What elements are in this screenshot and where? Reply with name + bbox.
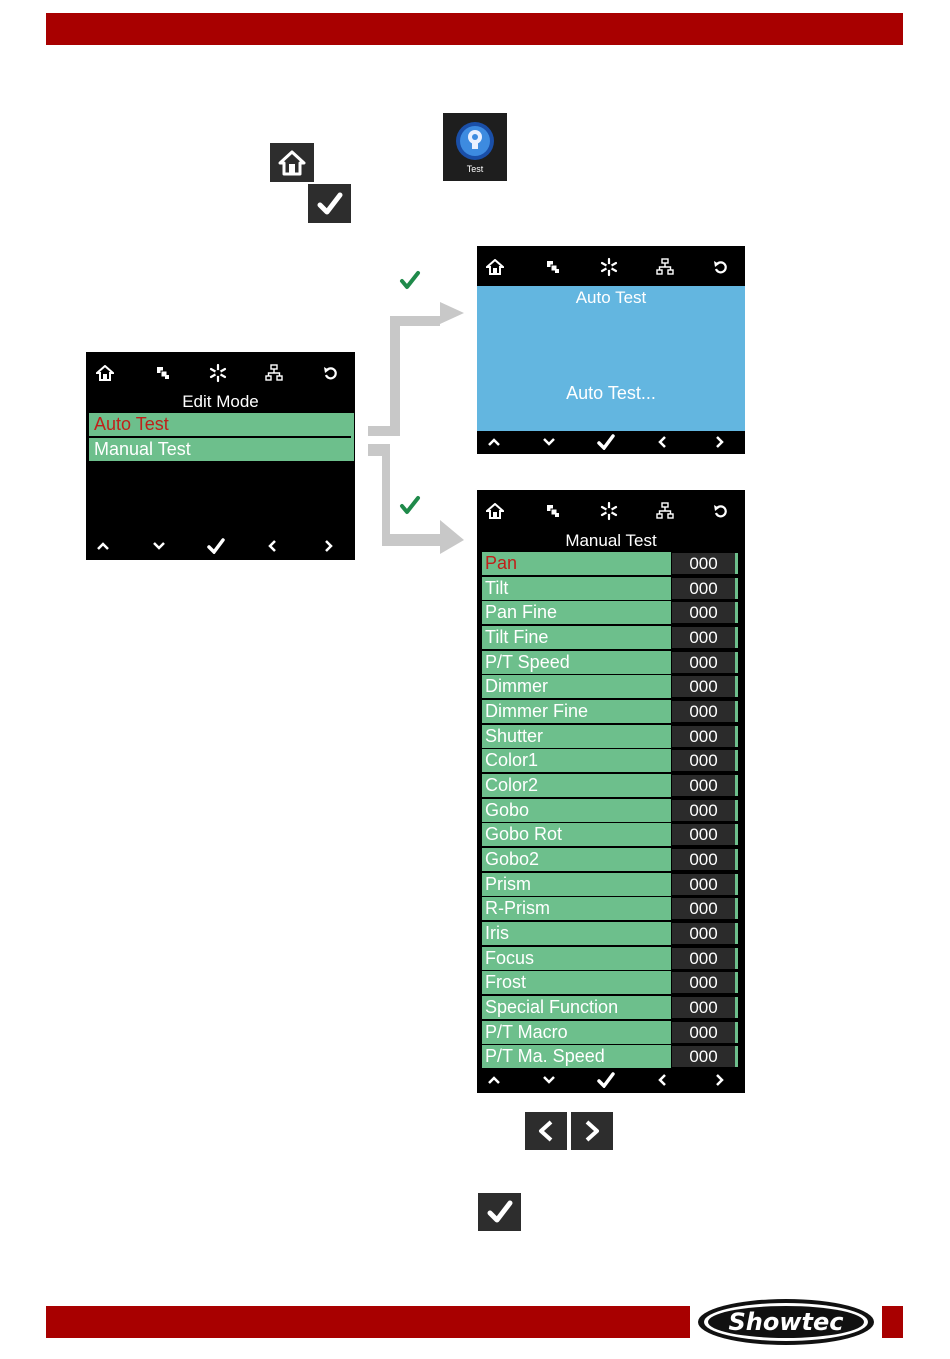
- auto-test-status: Auto Test...: [566, 383, 656, 403]
- edit-mode-screen: [86, 352, 355, 560]
- down-icon[interactable]: [537, 1068, 561, 1092]
- scrollbar[interactable]: [351, 413, 354, 461]
- channel-name: Frost: [482, 971, 671, 994]
- channel-value[interactable]: 000: [672, 652, 738, 673]
- check-icon[interactable]: [594, 430, 618, 454]
- footer-bar: [46, 1306, 690, 1338]
- up-icon[interactable]: [91, 534, 115, 558]
- screen-toolbar: [477, 498, 745, 524]
- channel-value[interactable]: 000: [672, 627, 738, 648]
- home-icon[interactable]: [482, 254, 508, 280]
- channel-name: Color2: [482, 774, 671, 797]
- screen-toolbar: [477, 254, 745, 280]
- channel-value[interactable]: 000: [672, 898, 738, 919]
- channel-row[interactable]: [482, 922, 740, 945]
- channel-name: Focus: [482, 947, 671, 970]
- channel-value[interactable]: 000: [672, 775, 738, 796]
- channel-row[interactable]: [482, 749, 740, 772]
- footer-bar-end: [882, 1306, 903, 1338]
- channel-value[interactable]: 000: [672, 726, 738, 747]
- channel-value[interactable]: 000: [672, 972, 738, 993]
- screen-title: Edit Mode: [182, 392, 259, 411]
- network-icon[interactable]: [652, 498, 678, 524]
- nav-bar: [477, 430, 745, 454]
- channel-value[interactable]: 000: [672, 1046, 738, 1067]
- channel-row[interactable]: [482, 897, 740, 920]
- copy-icon[interactable]: [150, 360, 176, 386]
- showtec-logo: [694, 1296, 878, 1348]
- left-icon[interactable]: [650, 1068, 674, 1092]
- confirm-button[interactable]: [308, 184, 351, 223]
- up-icon[interactable]: [482, 1068, 506, 1092]
- channel-name: R-Prism: [482, 897, 671, 920]
- channel-row[interactable]: [482, 577, 740, 600]
- left-button[interactable]: [525, 1112, 567, 1150]
- channel-name: Gobo Rot: [482, 823, 671, 846]
- channel-row[interactable]: [482, 601, 740, 624]
- right-icon: [582, 1119, 602, 1143]
- right-icon[interactable]: [317, 534, 341, 558]
- channel-value[interactable]: 000: [672, 602, 738, 623]
- channel-row[interactable]: [482, 1021, 740, 1044]
- channel-row[interactable]: [482, 700, 740, 723]
- effect-icon[interactable]: [596, 498, 622, 524]
- channel-value[interactable]: 000: [672, 997, 738, 1018]
- channel-name: Pan: [482, 552, 671, 575]
- left-icon: [536, 1119, 556, 1143]
- channel-value[interactable]: 000: [672, 824, 738, 845]
- channel-row[interactable]: [482, 823, 740, 846]
- screen-title: Auto Test: [575, 288, 647, 307]
- channel-name: Gobo: [482, 799, 671, 822]
- home-icon[interactable]: [92, 360, 118, 386]
- right-button[interactable]: [571, 1112, 613, 1150]
- channel-name: P/T Macro: [482, 1021, 671, 1044]
- test-icon-label: Test: [466, 164, 484, 174]
- copy-icon[interactable]: [540, 498, 566, 524]
- channel-name: Pan Fine: [482, 601, 671, 624]
- left-icon[interactable]: [260, 534, 284, 558]
- channel-value[interactable]: 000: [672, 874, 738, 895]
- network-icon[interactable]: [261, 360, 287, 386]
- nav-bar: [477, 1068, 745, 1092]
- channel-name: Tilt: [482, 577, 671, 600]
- effect-icon[interactable]: [205, 360, 231, 386]
- up-icon[interactable]: [482, 430, 506, 454]
- channel-row[interactable]: [482, 651, 740, 674]
- screen-title: Manual Test: [565, 531, 657, 550]
- channel-name: Gobo2: [482, 848, 671, 871]
- channel-name: Color1: [482, 749, 671, 772]
- left-icon[interactable]: [650, 430, 674, 454]
- channel-row[interactable]: [482, 996, 740, 1019]
- confirm-button[interactable]: [478, 1193, 521, 1231]
- channel-name: Prism: [482, 873, 671, 896]
- channel-value[interactable]: 000: [672, 849, 738, 870]
- check-icon[interactable]: [204, 534, 228, 558]
- channel-value[interactable]: 000: [672, 750, 738, 771]
- back-icon[interactable]: [318, 360, 344, 386]
- channel-row[interactable]: [482, 725, 740, 748]
- home-button[interactable]: [270, 143, 314, 182]
- channel-row[interactable]: [482, 774, 740, 797]
- screen-toolbar: [86, 360, 355, 386]
- channel-name: Special Function: [482, 996, 671, 1019]
- channel-row[interactable]: [482, 675, 740, 698]
- channel-name: P/T Speed: [482, 651, 671, 674]
- channel-value[interactable]: 000: [672, 701, 738, 722]
- network-icon[interactable]: [652, 254, 678, 280]
- check-icon: [487, 1200, 513, 1224]
- channel-name: Dimmer: [482, 675, 671, 698]
- test-app-icon[interactable]: [443, 113, 507, 181]
- channel-name: Tilt Fine: [482, 626, 671, 649]
- header-bar: [46, 13, 903, 45]
- channel-row[interactable]: [482, 848, 740, 871]
- channel-value[interactable]: 000: [672, 923, 738, 944]
- effect-icon[interactable]: [596, 254, 622, 280]
- channel-name: Iris: [482, 922, 671, 945]
- home-icon[interactable]: [482, 498, 508, 524]
- check-icon: [399, 270, 421, 290]
- channel-row[interactable]: [482, 947, 740, 970]
- channel-value[interactable]: 000: [672, 578, 738, 599]
- channel-row[interactable]: [482, 971, 740, 994]
- check-icon: [399, 495, 421, 515]
- channel-row[interactable]: [482, 873, 740, 896]
- channel-name: Shutter: [482, 725, 671, 748]
- channel-value[interactable]: 000: [672, 948, 738, 969]
- channel-row[interactable]: [482, 799, 740, 822]
- right-icon[interactable]: [708, 1068, 732, 1092]
- channel-row[interactable]: [482, 552, 740, 575]
- check-icon: [317, 192, 343, 216]
- copy-icon[interactable]: [540, 254, 566, 280]
- channel-value[interactable]: 000: [672, 1022, 738, 1043]
- channel-name: Dimmer Fine: [482, 700, 671, 723]
- right-icon[interactable]: [708, 430, 732, 454]
- down-icon[interactable]: [537, 430, 561, 454]
- channel-name: P/T Ma. Speed: [482, 1045, 671, 1068]
- home-icon: [277, 149, 307, 177]
- back-icon[interactable]: [708, 254, 734, 280]
- channel-row[interactable]: [482, 626, 740, 649]
- menu-item-auto-test[interactable]: Auto Test: [89, 413, 351, 436]
- down-icon[interactable]: [147, 534, 171, 558]
- flow-arrows: [364, 296, 474, 556]
- svg-text:Showtec: Showtec: [728, 1308, 844, 1336]
- auto-test-screen: [477, 246, 745, 454]
- channel-value[interactable]: 000: [672, 553, 738, 574]
- menu-item-manual-test[interactable]: Manual Test: [89, 438, 351, 461]
- channel-value[interactable]: 000: [672, 800, 738, 821]
- back-icon[interactable]: [708, 498, 734, 524]
- channel-value[interactable]: 000: [672, 676, 738, 697]
- auto-test-panel: [477, 286, 745, 431]
- nav-bar: [86, 534, 355, 558]
- channel-row[interactable]: [482, 1045, 740, 1068]
- check-icon[interactable]: [594, 1068, 618, 1092]
